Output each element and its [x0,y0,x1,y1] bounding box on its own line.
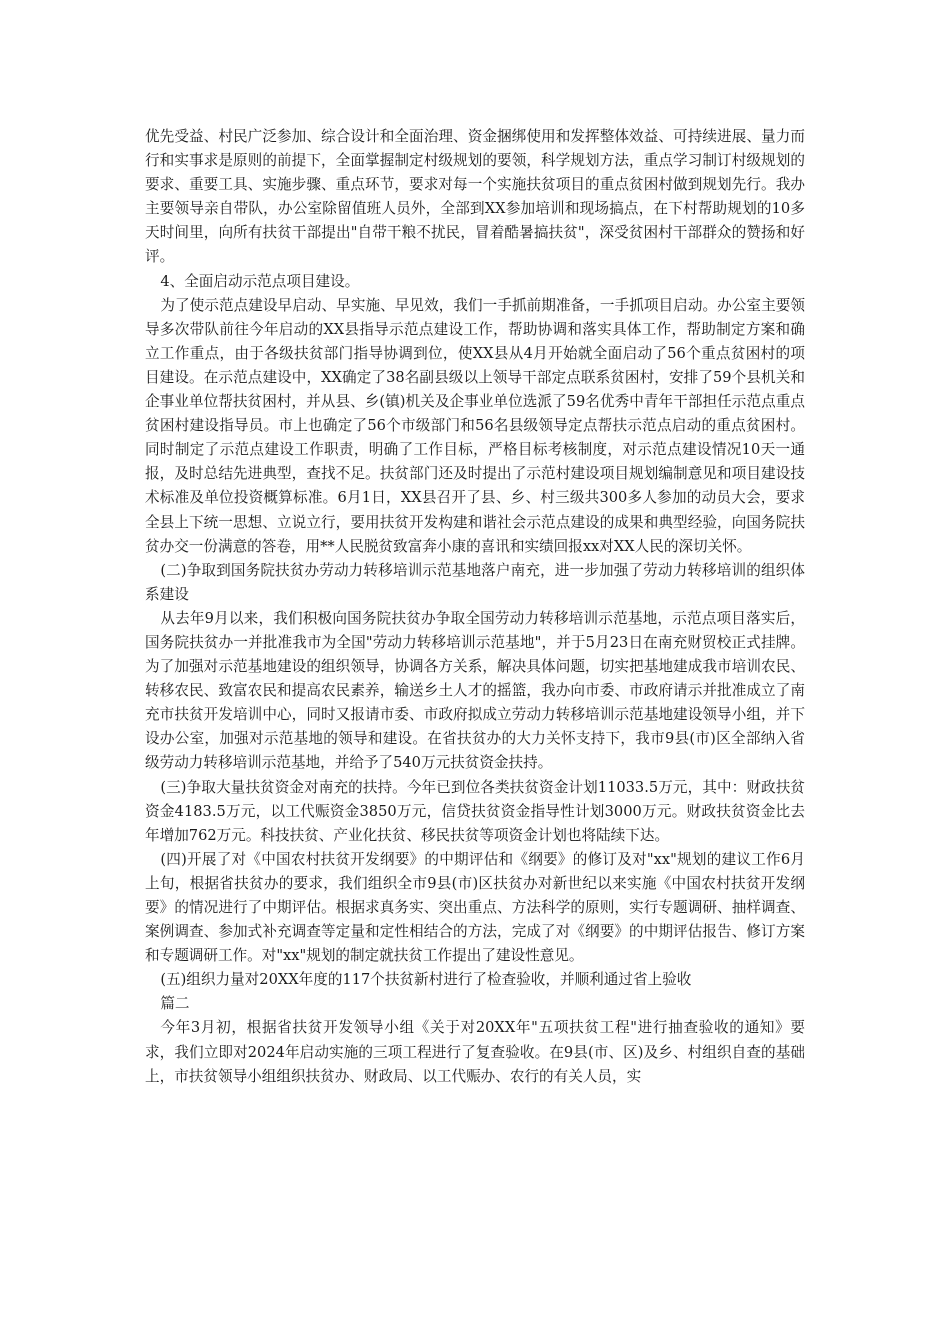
document-page [145,125,805,1089]
paragraph-demo-project: 为了使示范点建设早启动、早实施、早见效，我们一手抓前期准备，一手抓项目启动。办公室主要领导多次带队前往今年启动的XX县指导示范点建设工作，帮助协调和落实具体工作，帮助制定方案和确立工作重点，由于各级扶贫部门指导协调到位，使XX县从4月开始就全面启动了56个重点贫困村的项目建设。在示范点建设中，XX确定了38名副县级以上领导干部定点联系贫困村，安排了59个县机关和企事业单位帮扶贫困村，并从县、乡(镇)机关及企事业单位选派了59名优秀中青年干部担任示范点重点贫困村建设指导员。市上也确定了56个市级部门和56名县级领导定点帮扶示范点启动的重点贫困村。同时制定了示范点建设工作职责，明确了工作目标，严格目标考核制度，对示范点建设情况10天一通报，及时总结先进典型，查找不足。扶贫部门还及时提出了示范村建设项目规划编制意见和项目建设技术标准及单位投资概算标准。6月1日，XX县召开了县、乡、村三级共300多人参加的动员大会，要求全县上下统一思想、立说立行，要用扶贫开发构建和谐社会示范点建设的成果和典型经验，向国务院扶贫办交一份满意的答卷，用**人民脱贫致富奔小康的喜讯和实绩回报xx对XX人民的深切关怀。 [145,296,805,555]
heading-training-base: (二)争取到国务院扶贫办劳动力转移培训示范基地落户南充，进一步加强了劳动力转移培训的组织体系建设 [145,561,805,603]
paragraph-funding: (三)争取大量扶贫资金对南充的扶持。今年已到位各类扶贫资金计划11033.5万元，其中：财政扶贫资金4183.5万元，以工代赈资金3850万元，信贷扶贫资金指导性计划3000万元。财政扶贫资金比去年增加762万元。科技扶贫、产业化扶贫、移民扶贫等项资金计划也将陆续下达。 [145,778,805,844]
paragraph-review: 今年3月初，根据省扶贫开发领导小组《关于对20XX年"五项扶贫工程"进行抽查验收的通知》要求，我们立即对2024年启动实施的三项工程进行了复查验收。在9县(市、区)及乡、村组织自查的基础上，市扶贫领导小组组织扶贫办、财政局、以工代赈办、农行的有关人员，实 [145,1019,805,1085]
paragraph-outline-evaluation: (四)开展了对《中国农村扶贫开发纲要》的中期评估和《纲要》的修订及对"xx"规划的建议工作6月上旬，根据省扶贫办的要求，我们组织全市9县(市)区扶贫办对新世纪以来实施《中国农村扶贫开发纲要》的情况进行了中期评估。根据求真务实、突出重点、方法科学的原则，实行专题调研、抽样调查、案例调查、参加式补充调查等定量和定性相结合的方法，完成了对《纲要》的中期评估报告、修订方案和专题调研工作。对"xx"规划的制定就扶贫工作提出了建设性意见。 [145,850,805,965]
heading-inspection: (五)组织力量对20XX年度的117个扶贫新村进行了检查验收，并顺利通过省上验收 [160,971,692,989]
paragraph-training-base: 从去年9月以来，我们积极向国务院扶贫办争取全国劳动力转移培训示范基地，示范点项目落实后，国务院扶贫办一并批准我市为全国"劳动力转移培训示范基地"，并于5月23日在南充财贸校正式挂牌。为了加强对示范基地建设的组织领导，协调各方关系，解决具体问题，切实把基地建成我市培训农民、转移农民、致富农民和提高农民素养，输送乡土人才的摇篮，我办向市委、市政府请示并批准成立了南充市扶贫开发培训中心，同时又报请市委、市政府拟成立劳动力转移培训示范基地建设领导小组，并下设办公室，加强对示范基地的领导和建设。在省扶贫办的大力关怀支持下，我市9县(市)区全部纳入省级劳动力转移培训示范基地，并给予了540万元扶贫资金扶持。 [145,609,805,772]
section-title-part-two: 篇二 [160,995,190,1013]
paragraph-planning: 优先受益、村民广泛参加、综合设计和全面治理、资金捆绑使用和发挥整体效益、可持续进展、量力而行和实事求是原则的前提下，全面掌握制定村级规划的要领，科学规划方法，重点学习制订村级规划的要求、重要工具、实施步骤、重点环节，要求对每一个实施扶贫项目的重点贫困村做到规划先行。我办主要领导亲自带队，办公室除留值班人员外，全部到XX参加培训和现场搞点，在下村帮助规划的10多天时间里，向所有扶贫干部提出"自带干粮不扰民，冒着酷暑搞扶贫"，深受贫困村干部群众的赞扬和好评。 [145,128,805,266]
heading-demo-project: 4、全面启动示范点项目建设。 [160,272,360,290]
